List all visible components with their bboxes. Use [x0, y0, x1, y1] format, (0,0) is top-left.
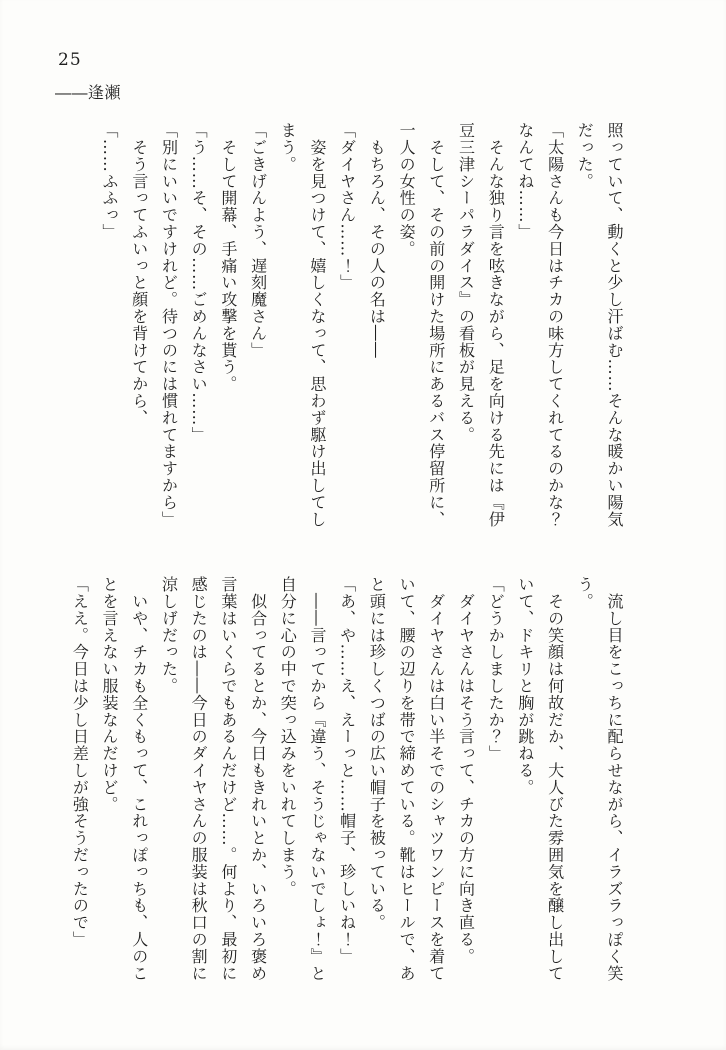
- text-line: 言葉はいくらでもあるんだけど……。何より、最初に: [218, 576, 238, 982]
- text-line: そんな独り言を呟きながら、足を向ける先には『伊: [486, 122, 506, 528]
- text-line: ダイヤさんはそう言って、チカの方に向き直る。: [456, 576, 476, 965]
- text-line: う。: [575, 576, 595, 610]
- text-line: まう。: [278, 122, 298, 173]
- text-line: 「別にいいですけれど。待つのには慣れてますから」: [159, 122, 179, 528]
- text-line: 「太陽さんも今日はチカの味方してくれてるのかな？: [545, 122, 565, 528]
- text-line: とを言えない服装なんだけど。: [100, 576, 120, 813]
- text-line: いや、チカも全くもって、これっぽっちも、人のこ: [129, 576, 149, 982]
- text-line: 「あ、や……え、えーっと……帽子、珍しいね！」: [337, 576, 357, 965]
- vertical-text-block-top: [94, 122, 629, 540]
- vertical-text-block-bottom: [65, 576, 629, 994]
- text-line: 似合ってるとか、今日もきれいとか、いろいろ褒め: [248, 576, 268, 982]
- text-line: 豆三津シーパラダイス』の看板が見える。: [456, 122, 476, 444]
- text-line: 涼しげだった。: [159, 576, 179, 695]
- text-line: もちろん、その人の名は――: [367, 122, 387, 359]
- text-line: 姿を見つけて、嬉しくなって、思わず駆け出してし: [307, 122, 327, 528]
- text-line: と頭には珍しくつばの広い帽子を被っている。: [367, 576, 387, 931]
- text-line: 「ええ。今日は少し日差しが強そうだったので」: [70, 576, 90, 948]
- text-line: 「ごきげんよう、遅刻魔さん」: [248, 122, 268, 359]
- text-line: 「う……そ、その……ごめんなさい……」: [189, 122, 209, 444]
- text-line: 感じたのは――今日のダイヤさんの服装は秋口の割に: [189, 576, 209, 982]
- text-line: 照っていて、動くと少し汗ばむ……そんな暖かい陽気: [605, 122, 624, 528]
- text-line: 流し目をこっちに配らせながら、イラズラっぽく笑: [605, 576, 624, 982]
- text-line: 「どうかしましたか？」: [486, 576, 506, 762]
- text-line: そして開幕、手痛い攻撃を貰う。: [218, 122, 238, 393]
- text-line: なんてね……」: [515, 122, 535, 241]
- text-line: 自分に心の中で突っ込みをいれてしまう。: [278, 576, 298, 898]
- text-line: 「……ふふっ」: [100, 122, 120, 241]
- text-line: そう言ってふいっと顔を背けてから、: [129, 122, 149, 427]
- text-line: 「ダイヤさん……！」: [337, 122, 357, 291]
- text-line: ダイヤさんは白い半そでのシャツワンピースを着て: [426, 576, 446, 982]
- text-line: そして、その前の開けた場所にあるバス停留所に、: [426, 122, 446, 528]
- page-number: 25: [58, 50, 82, 70]
- text-line: いて、腰の辺りを帯で締めている。靴はヒールで、あ: [397, 576, 417, 982]
- text-line: いて、ドキリと胸が跳ねる。: [515, 576, 535, 796]
- text-line: 一人の女性の姿。: [397, 122, 417, 258]
- text-line: ――言ってから『違う、そうじゃないでしょ！』と: [307, 576, 327, 982]
- running-header-chapter-title: ――逢瀬: [55, 83, 122, 102]
- text-line: だった。: [575, 122, 595, 190]
- text-line: その笑顔は何故だか、大人びた雰囲気を醸し出して: [545, 576, 565, 982]
